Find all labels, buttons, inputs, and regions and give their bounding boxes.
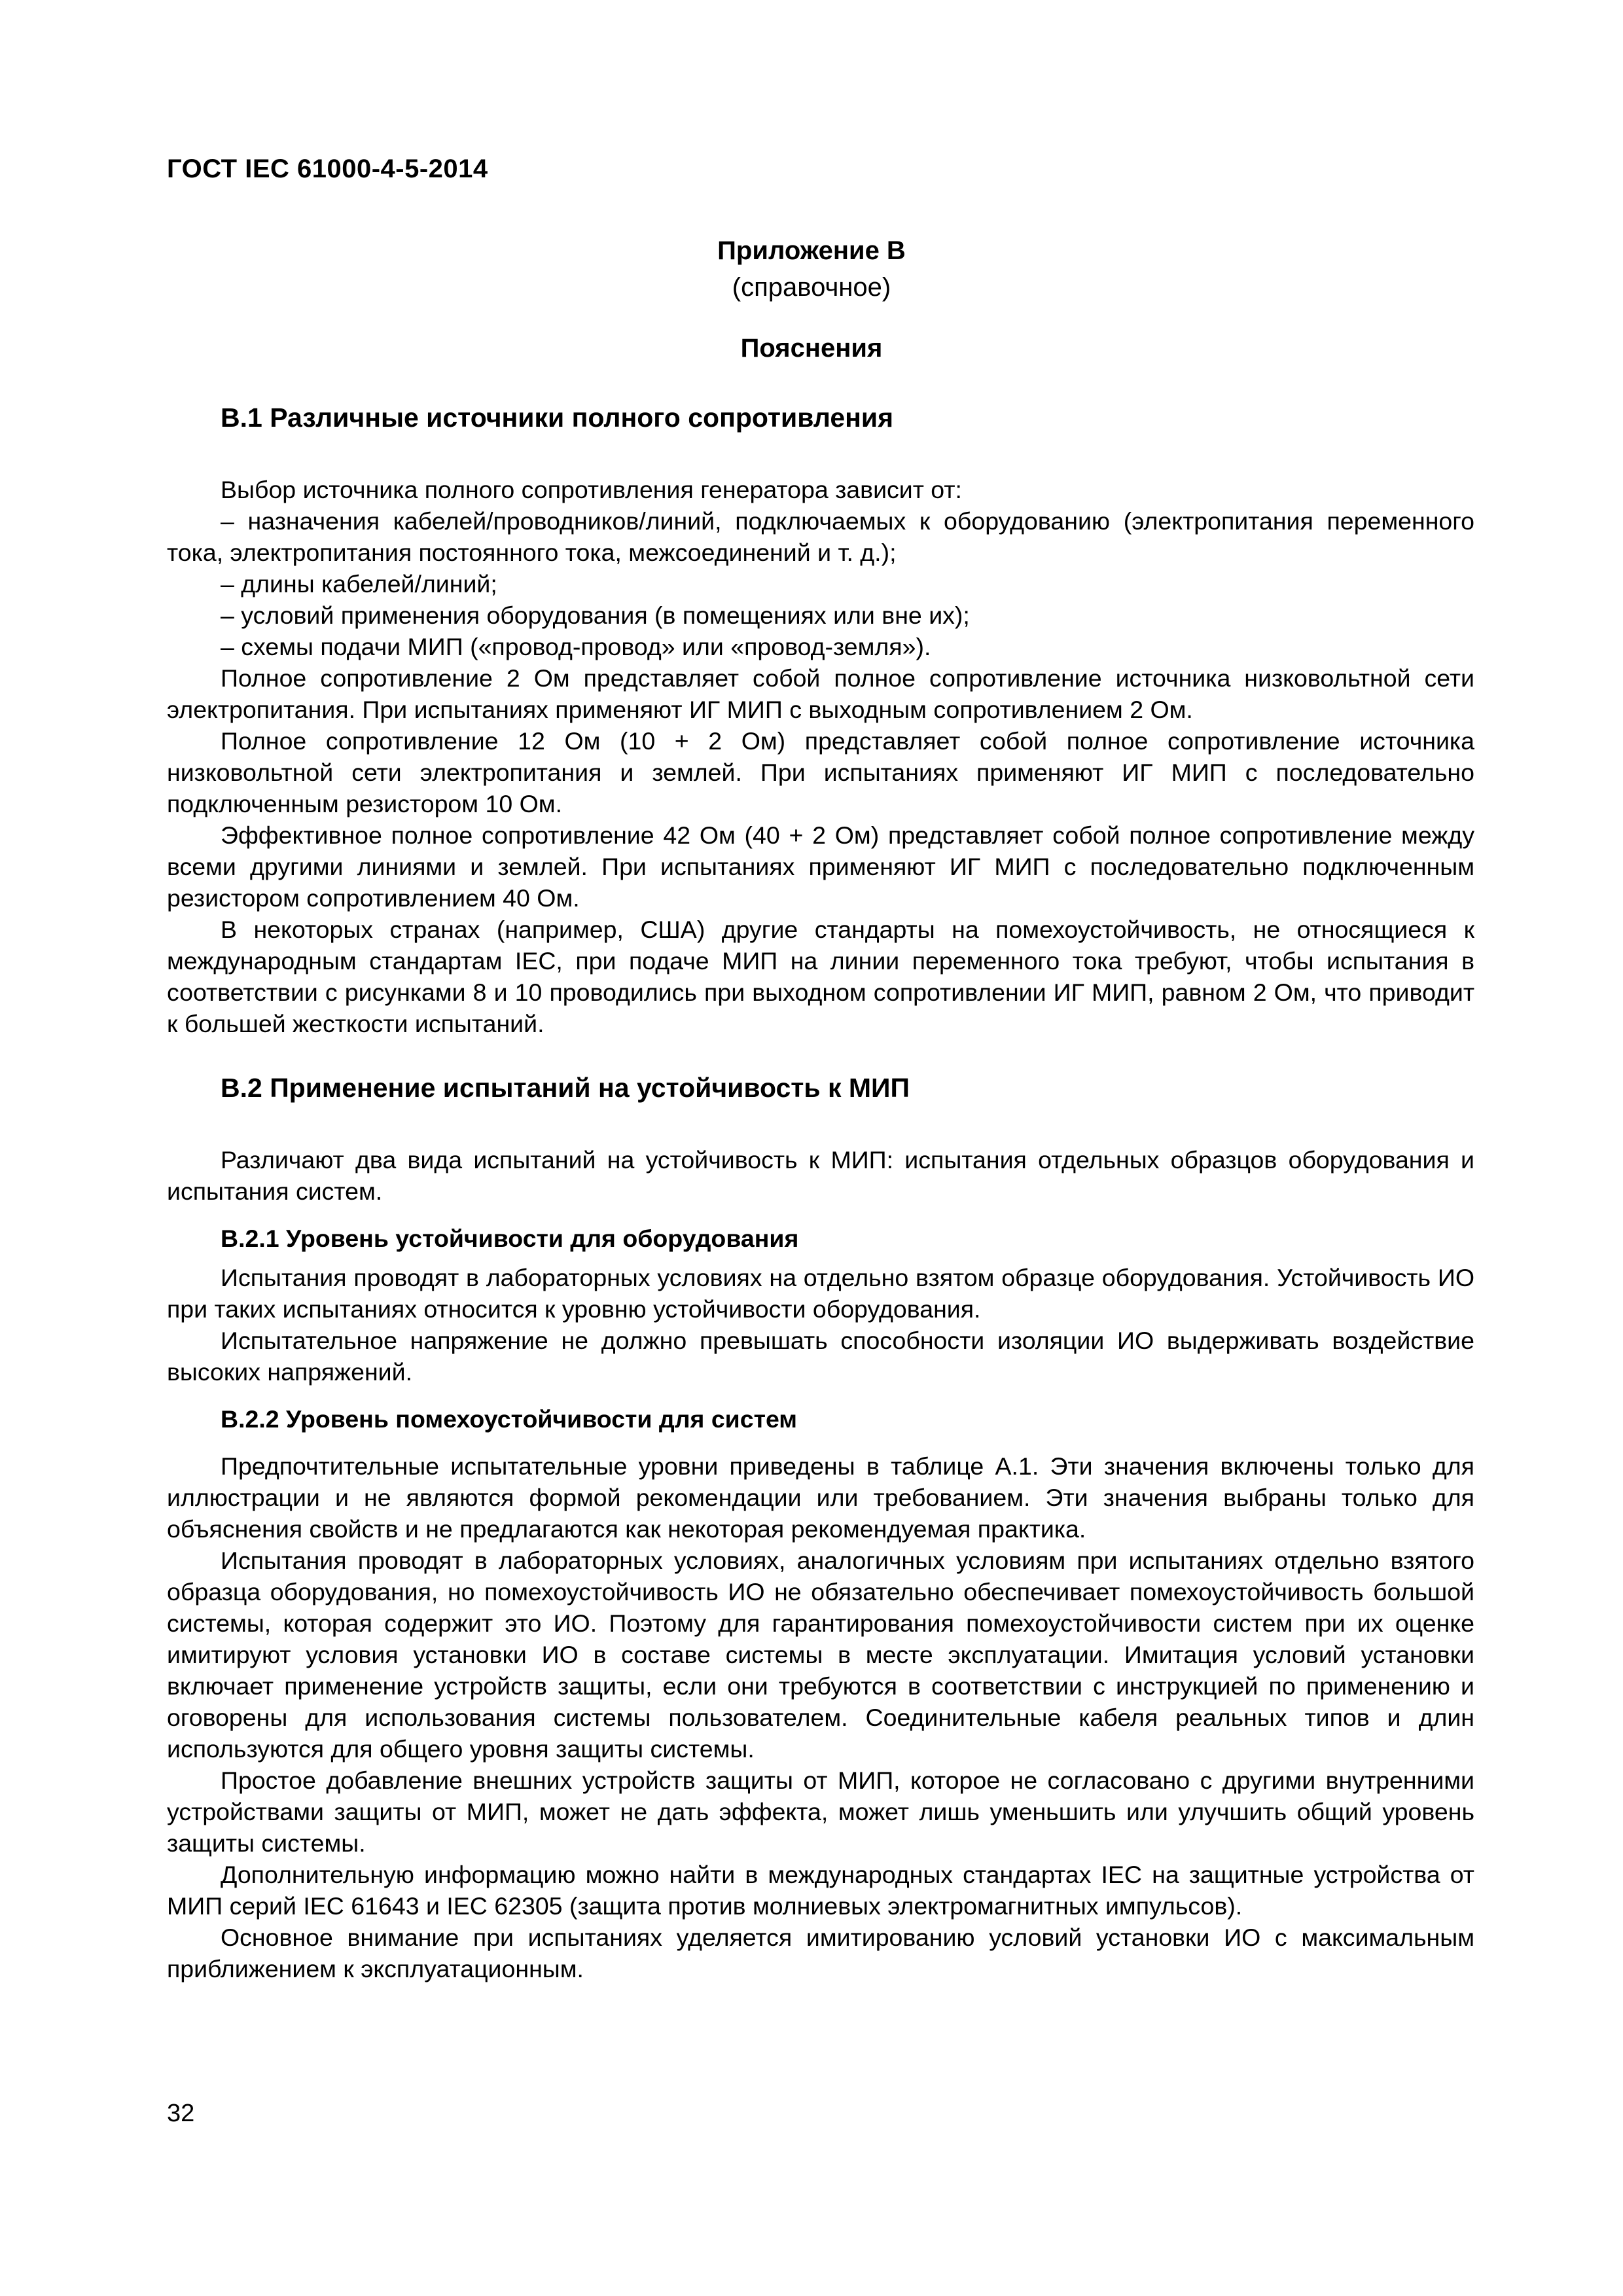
list-item: – длины кабелей/линий; (221, 570, 497, 598)
paragraph: Эффективное полное сопротивление 42 Ом (40 + 2 Ом) представляет собой полное сопротивление между всеми другими линиями и землей. При испытаниях применяют ИГ МИП с последовательно подключенным резистором сопротивлением 40 Ом. (167, 821, 1474, 912)
paragraph: Основное внимание при испытаниях уделяется имитированию условий установки ИО с максимальным приближением к эксплуатационным. (167, 1924, 1474, 1982)
paragraph: Испытания проводят в лабораторных условиях на отдельно взятом образце оборудования. Устойчивость ИО при таких испытаниях относится к уровню устойчивости оборудования. (167, 1264, 1474, 1323)
document-body (167, 401, 1474, 1984)
section-title: Пояснения (740, 334, 883, 363)
paragraph: В некоторых странах (например, США) другие стандарты на помехоустойчивость, не относящиеся к международным стандартам IEC, при подаче МИП на линии переменного тока требуют, чтобы испытания в соответствии с рисунками 8 и 10 проводились при выходном сопротивлении ИГ МИП, равном 2 Ом, что приводит к большей жесткости испытаний. (167, 916, 1474, 1037)
paragraph: Испытания проводят в лабораторных условиях, аналогичных условиям при испытаниях отдельно взятого образца оборудования, но помехоустойчивость ИО не обязательно обеспечивает помехоустойчивость большой системы, которая содержит это ИО. Поэтому для гарантирования помехоустойчивости систем при их оценке имитируют условия установки ИО в составе системы в месте эксплуатации. Имитация условий установки включает применение устройств защиты, если они требуются в соответствии с инструкцией по применению и оговорены для использования системы пользователем. Соединительные кабеля реальных типов и длин используются для общего уровня защиты системы. (167, 1547, 1474, 1763)
paragraph: Различают два вида испытаний на устойчивость к МИП: испытания отдельных образцов оборудования и испытания систем. (167, 1146, 1474, 1205)
paragraph: Предпочтительные испытательные уровни приведены в таблице А.1. Эти значения включены только для иллюстрации и не являются формой рекомендации или требованием. Эти значения выбраны только для объяснения свойств и не предлагаются как некоторая рекомендуемая практика. (167, 1452, 1474, 1543)
paragraph: Полное сопротивление 12 Ом (10 + 2 Ом) представляет собой полное сопротивление источника низковольтной сети электропитания и землей. При испытаниях применяют ИГ МИП с последовательно подключенным резистором 10 Ом. (167, 727, 1474, 817)
paragraph: Испытательное напряжение не должно превышать способности изоляции ИО выдерживать воздействие высоких напряжений. (167, 1327, 1474, 1386)
paragraph: Простое добавление внешних устройств защиты от МИП, которое не согласовано с другими внутренними устройствами защиты от МИП, может не дать эффекта, может лишь уменьшить или улучшить общий уровень защиты системы. (167, 1767, 1474, 1857)
list-item: – схемы подачи МИП («провод-провод» или «провод-земля»). (221, 633, 931, 660)
heading-b1: В.1 Различные источники полного сопротивления (221, 403, 894, 433)
heading-b2-1: В.2.1 Уровень устойчивости для оборудования (221, 1225, 799, 1252)
heading-b2: В.2 Применение испытаний на устойчивость к МИП (221, 1073, 910, 1103)
appendix-header (0, 232, 1623, 306)
list-item: – условий применения оборудования (в помещениях или вне их); (221, 601, 970, 629)
paragraph: Дополнительную информацию можно найти в международных стандартах IEC на защитные устройства от МИП серий IEC 61643 и IEC 62305 (защита против молниевых электромагнитных импульсов). (167, 1861, 1474, 1920)
page-number: 32 (167, 2100, 195, 2127)
appendix-subtitle: (справочное) (732, 273, 891, 302)
document-code: ГОСТ IEC 61000-4-5-2014 (167, 154, 488, 183)
paragraph: Полное сопротивление 2 Ом представляет собой полное сопротивление источника низковольтной сети электропитания. При испытаниях применяют ИГ МИП с выходным сопротивлением 2 Ом. (167, 664, 1474, 723)
heading-b2-2: В.2.2 Уровень помехоустойчивости для систем (221, 1405, 798, 1433)
list-item: – назначения кабелей/проводников/линий, подключаемых к оборудованию (электропитания переменного тока, электропитания постоянного тока, межсоединений и т. д.); (167, 507, 1474, 566)
paragraph: Выбор источника полного сопротивления генератора зависит от: (221, 476, 962, 503)
appendix-title: Приложение В (717, 236, 906, 265)
